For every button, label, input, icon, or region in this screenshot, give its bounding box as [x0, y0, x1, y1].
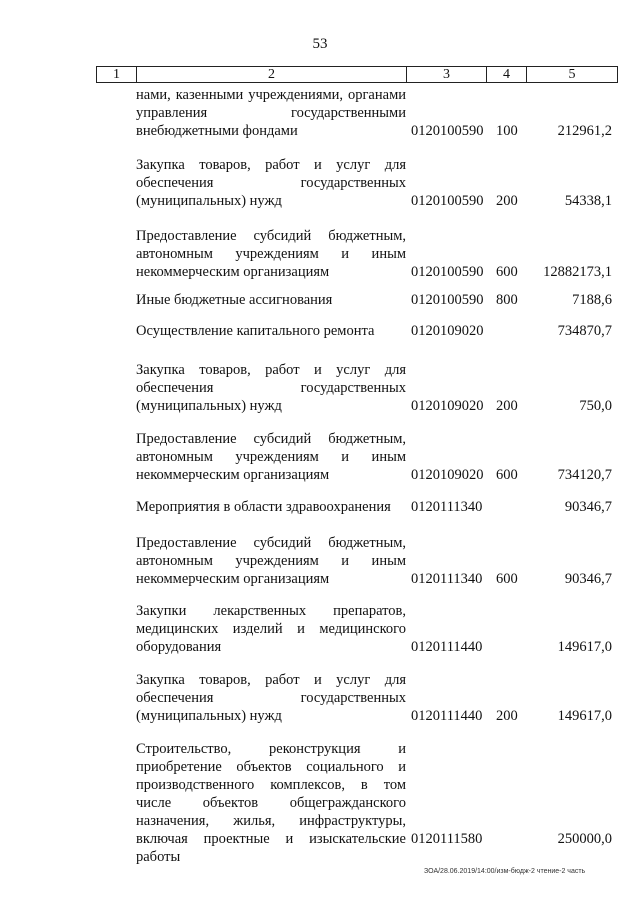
row-sum: 149617,0 — [557, 639, 612, 655]
row-name: Строительство, реконструкция и приобретение объектов социального и производственного комплексов, в том числе объектов общегражданского назначения, жилья, инфраструктуры, включая проектные и изыскательские работы — [136, 741, 406, 865]
row-vr: 600 — [496, 571, 518, 587]
row-code: 0120100590 — [411, 292, 484, 308]
row-code: 0120111340 — [411, 499, 483, 515]
row-vr: 200 — [496, 398, 518, 414]
page-number: 53 — [312, 36, 328, 52]
row-sum: 90346,7 — [564, 499, 612, 515]
row-vr: 600 — [496, 264, 518, 280]
row-code: 0120111440 — [411, 708, 483, 724]
row-sum: 734870,7 — [557, 323, 612, 339]
row-sum: 212961,2 — [557, 123, 612, 139]
row-code: 0120100590 — [411, 123, 484, 139]
header-col-3: 3 — [407, 67, 487, 82]
row-sum: 250000,0 — [557, 831, 612, 847]
row-name: Предоставление субсидий бюджетным, автономным учреждениям и иным некоммерческим организациям — [136, 535, 406, 587]
row-name: Осуществление капитального ремонта — [136, 323, 375, 339]
row-code: 0120100590 — [411, 193, 484, 209]
row-sum: 54338,1 — [564, 193, 612, 209]
row-code: 0120111440 — [411, 639, 483, 655]
row-vr: 800 — [496, 292, 518, 308]
row-sum: 149617,0 — [557, 708, 612, 724]
row-code: 0120111580 — [411, 831, 483, 847]
row-name: Закупка товаров, работ и услуг для обеспечения государственных (муниципальных) нужд — [136, 157, 406, 209]
row-vr: 600 — [496, 467, 518, 483]
header-col-4: 4 — [487, 67, 527, 82]
row-name: Закупки лекарственных препаратов, медицинских изделий и медицинского оборудования — [136, 603, 406, 655]
row-name: Предоставление субсидий бюджетным, автономным учреждениям и иным некоммерческим организациям — [136, 431, 406, 483]
row-code: 0120109020 — [411, 467, 484, 483]
row-name: нами, казенными учреждениями, органами управления государственными внебюджетными фондами — [136, 87, 406, 139]
row-name: Закупка товаров, работ и услуг для обеспечения государственных (муниципальных) нужд — [136, 362, 406, 414]
row-sum: 750,0 — [579, 398, 612, 414]
footer-stamp: ЗОА/28.06.2019/14:00/изм-бюдж-2 чтение-2 часть — [424, 868, 586, 875]
row-vr: 200 — [496, 708, 518, 724]
row-code: 0120111340 — [411, 571, 483, 587]
row-code: 0120100590 — [411, 264, 484, 280]
row-vr: 200 — [496, 193, 518, 209]
row-sum: 90346,7 — [564, 571, 612, 587]
row-sum: 734120,7 — [557, 467, 612, 483]
row-sum: 7188,6 — [572, 292, 612, 308]
row-name: Предоставление субсидий бюджетным, автономным учреждениям и иным некоммерческим организациям — [136, 228, 406, 280]
row-sum: 12882173,1 — [543, 264, 612, 280]
header-col-5: 5 — [568, 67, 576, 82]
row-code: 0120109020 — [411, 398, 484, 414]
row-vr: 100 — [496, 123, 518, 139]
row-name: Мероприятия в области здравоохранения — [136, 499, 391, 515]
row-code: 0120109020 — [411, 323, 484, 339]
header-col-2: 2 — [137, 67, 407, 82]
row-name: Иные бюджетные ассигнования — [136, 292, 333, 308]
header-col-1: 1 — [97, 67, 137, 82]
table-header — [96, 66, 618, 83]
row-name: Закупка товаров, работ и услуг для обеспечения государственных (муниципальных) нужд — [136, 672, 406, 724]
